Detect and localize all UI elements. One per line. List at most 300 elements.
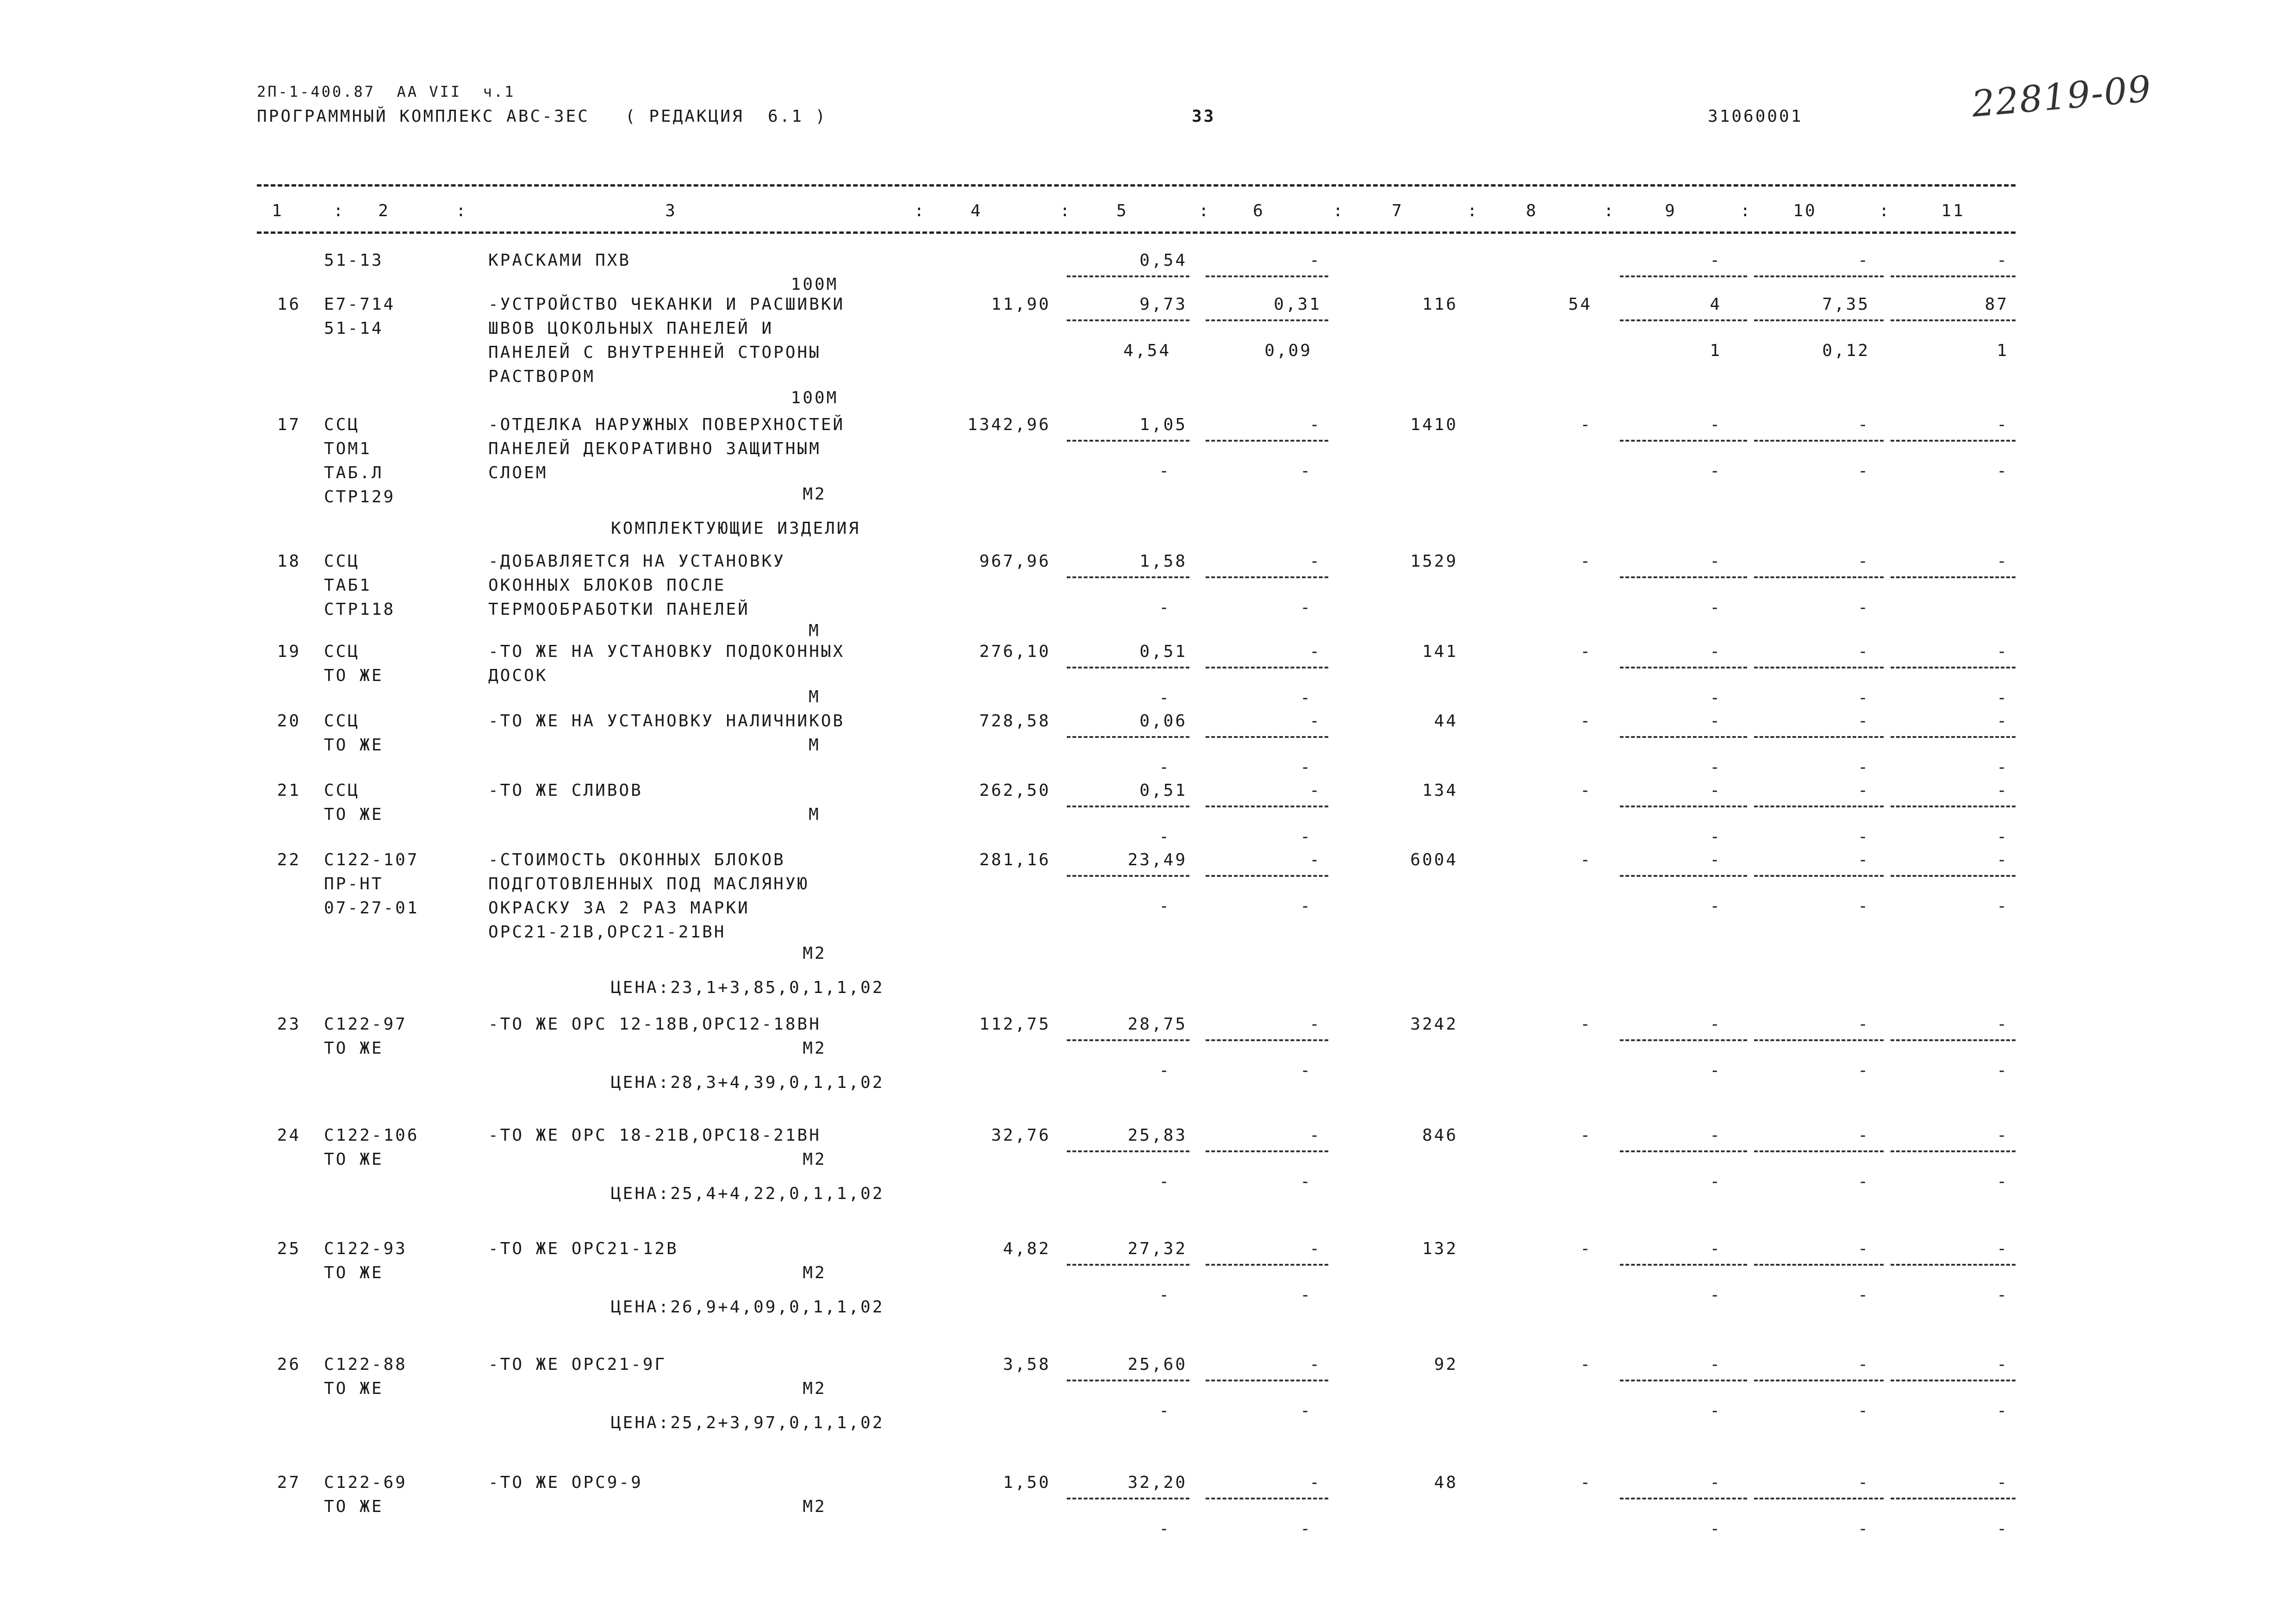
row-unit: М bbox=[809, 687, 821, 706]
row-unit: 100М bbox=[790, 388, 839, 407]
cell-col10: - bbox=[1858, 1015, 1870, 1034]
cell-col10-sub: - bbox=[1858, 598, 1870, 617]
column-number: 1 bbox=[272, 201, 284, 220]
column-separator: : bbox=[1879, 201, 1891, 220]
cell-col6: 0,31 bbox=[1274, 295, 1321, 314]
row-description: ПАНЕЛЕЙ ДЕКОРАТИВНО ЗАЩИТНЫМ bbox=[488, 439, 821, 458]
row-number: 24 bbox=[277, 1126, 301, 1145]
cell-col5: 0,54 bbox=[1139, 251, 1187, 270]
row-code: ТАБ.Л bbox=[324, 463, 384, 482]
row-unit: М bbox=[809, 736, 821, 755]
cell-col9: 4 bbox=[1710, 295, 1722, 314]
cell-col7: 1529 bbox=[1410, 552, 1458, 571]
cell-divider bbox=[1754, 875, 1884, 877]
column-number: 2 bbox=[378, 201, 390, 220]
cell-col11: - bbox=[1997, 642, 2009, 661]
cell-divider bbox=[1206, 736, 1328, 738]
cell-divider bbox=[1754, 576, 1884, 578]
cell-col5: 1,05 bbox=[1139, 415, 1187, 434]
cell-divider bbox=[1891, 1150, 2016, 1152]
row-description: -ТО ЖЕ ОРС9-9 bbox=[488, 1473, 643, 1492]
cell-col7: 44 bbox=[1434, 712, 1458, 731]
row-code: ССЦ bbox=[324, 712, 360, 731]
cell-col9-sub: - bbox=[1710, 688, 1722, 707]
cell-divider bbox=[1067, 319, 1189, 321]
cell-col5: 9,73 bbox=[1139, 295, 1187, 314]
cell-col6-sub: 0,09 bbox=[1264, 341, 1312, 360]
cell-col9: - bbox=[1710, 642, 1722, 661]
row-unit: М2 bbox=[803, 944, 827, 963]
cell-col10: - bbox=[1858, 1355, 1870, 1374]
header-top-rule bbox=[257, 184, 2016, 187]
row-code: ССЦ bbox=[324, 415, 360, 434]
cell-divider bbox=[1206, 1264, 1328, 1266]
cell-col11-sub: - bbox=[1997, 688, 2009, 707]
row-unit: М2 bbox=[803, 485, 827, 504]
cell-col10-sub: - bbox=[1858, 1519, 1870, 1538]
cell-divider bbox=[1206, 576, 1328, 578]
cell-col6: - bbox=[1309, 1473, 1321, 1492]
cell-divider bbox=[1754, 736, 1884, 738]
cell-divider bbox=[1067, 1150, 1189, 1152]
cell-col8: - bbox=[1580, 712, 1592, 731]
cell-col10-sub: - bbox=[1858, 897, 1870, 916]
cell-col10-sub: - bbox=[1858, 688, 1870, 707]
cell-col6: - bbox=[1309, 1239, 1321, 1258]
cell-col6: - bbox=[1309, 1126, 1321, 1145]
cell-col11: - bbox=[1997, 1015, 2009, 1034]
cell-col4: 281,16 bbox=[979, 850, 1051, 869]
cell-divider bbox=[1891, 576, 2016, 578]
cell-col6: - bbox=[1309, 712, 1321, 731]
cell-col4: 32,76 bbox=[991, 1126, 1051, 1145]
cell-col8: - bbox=[1580, 781, 1592, 800]
cell-col4: 1,50 bbox=[1003, 1473, 1051, 1492]
row-description: -ТО ЖЕ ОРС 12-18В,ОРС12-18ВН bbox=[488, 1015, 821, 1034]
cell-divider bbox=[1754, 1039, 1884, 1041]
cell-col7: 134 bbox=[1422, 781, 1458, 800]
row-unit: М2 bbox=[803, 1497, 827, 1516]
cell-col10: - bbox=[1858, 1473, 1870, 1492]
cell-divider bbox=[1620, 667, 1747, 668]
cell-col6: - bbox=[1309, 850, 1321, 869]
cell-col9: - bbox=[1710, 850, 1722, 869]
cell-col5-sub: - bbox=[1159, 1061, 1171, 1080]
cell-col9-sub: - bbox=[1710, 462, 1722, 481]
cell-divider bbox=[1891, 440, 2016, 442]
cell-divider bbox=[1067, 576, 1189, 578]
cell-col8: - bbox=[1580, 1239, 1592, 1258]
column-separator: : bbox=[456, 201, 468, 220]
cell-divider bbox=[1891, 667, 2016, 668]
cell-divider bbox=[1206, 1498, 1328, 1499]
cell-col6: - bbox=[1309, 552, 1321, 571]
cell-col7: 141 bbox=[1422, 642, 1458, 661]
cell-divider bbox=[1206, 1150, 1328, 1152]
cell-col5-sub: - bbox=[1159, 598, 1171, 617]
cell-col5: 25,83 bbox=[1127, 1126, 1187, 1145]
cell-divider bbox=[1891, 1264, 2016, 1266]
row-number: 16 bbox=[277, 295, 301, 314]
row-code: 51-14 bbox=[324, 319, 384, 338]
cell-col6: - bbox=[1309, 1355, 1321, 1374]
cell-col8: - bbox=[1580, 415, 1592, 434]
cell-divider bbox=[1067, 275, 1189, 277]
cell-col4: 112,75 bbox=[979, 1015, 1051, 1034]
cell-col9: - bbox=[1710, 781, 1722, 800]
cell-divider bbox=[1067, 806, 1189, 807]
cell-divider bbox=[1067, 1264, 1189, 1266]
cell-divider bbox=[1620, 275, 1747, 277]
row-description: -ТО ЖЕ НА УСТАНОВКУ ПОДОКОННЫХ bbox=[488, 642, 845, 661]
cell-divider bbox=[1891, 736, 2016, 738]
cell-divider bbox=[1620, 319, 1747, 321]
cell-col5-sub: - bbox=[1159, 827, 1171, 846]
cell-col10: - bbox=[1858, 712, 1870, 731]
column-separator: : bbox=[333, 201, 345, 220]
cell-divider bbox=[1067, 1498, 1189, 1499]
document-code: 31060001 bbox=[1708, 107, 1803, 126]
cell-divider bbox=[1754, 1150, 1884, 1152]
cell-col8: 54 bbox=[1568, 295, 1592, 314]
row-description: ОРС21-21В,ОРС21-21ВН bbox=[488, 923, 726, 942]
cell-col11-sub: - bbox=[1997, 1519, 2009, 1538]
row-number: 17 bbox=[277, 415, 301, 434]
cell-col11: - bbox=[1997, 712, 2009, 731]
row-note: ЦЕНА:28,3+4,39,0,1,1,02 bbox=[611, 1073, 884, 1092]
cell-col4: 728,58 bbox=[979, 712, 1051, 731]
program-title: ПРОГРАММНЫЙ КОМПЛЕКС АВС-3ЕС ( РЕДАКЦИЯ 6.1 ) bbox=[257, 107, 828, 126]
column-separator: : bbox=[1199, 201, 1211, 220]
cell-col8: - bbox=[1580, 1355, 1592, 1374]
cell-col11: 87 bbox=[1985, 295, 2009, 314]
cell-divider bbox=[1067, 667, 1189, 668]
cell-col7: 116 bbox=[1422, 295, 1458, 314]
cell-divider bbox=[1067, 875, 1189, 877]
cell-col10-sub: - bbox=[1858, 1172, 1870, 1191]
cell-divider bbox=[1754, 667, 1884, 668]
cell-divider bbox=[1206, 806, 1328, 807]
cell-divider bbox=[1754, 806, 1884, 807]
cell-col10: - bbox=[1858, 251, 1870, 270]
cell-col6-sub: - bbox=[1300, 758, 1312, 777]
cell-col5-sub: - bbox=[1159, 1519, 1171, 1538]
cell-col11: - bbox=[1997, 1126, 2009, 1145]
cell-col11-sub: - bbox=[1997, 462, 2009, 481]
cell-col8: - bbox=[1580, 850, 1592, 869]
cell-divider bbox=[1206, 319, 1328, 321]
cell-divider bbox=[1754, 1264, 1884, 1266]
row-code: С122-93 bbox=[324, 1239, 407, 1258]
cell-col11-sub: - bbox=[1997, 758, 2009, 777]
cell-divider bbox=[1754, 319, 1884, 321]
cell-col9: - bbox=[1710, 415, 1722, 434]
cell-divider bbox=[1620, 1380, 1747, 1381]
cell-col5: 0,06 bbox=[1139, 712, 1187, 731]
cell-col10-sub: - bbox=[1858, 827, 1870, 846]
column-number: 3 bbox=[665, 201, 677, 220]
cell-divider bbox=[1067, 1039, 1189, 1041]
cell-divider bbox=[1620, 736, 1747, 738]
column-separator: : bbox=[1604, 201, 1616, 220]
cell-divider bbox=[1206, 1039, 1328, 1041]
cell-col8: - bbox=[1580, 1473, 1592, 1492]
cell-col6-sub: - bbox=[1300, 1519, 1312, 1538]
cell-col5: 25,60 bbox=[1127, 1355, 1187, 1374]
cell-divider bbox=[1206, 440, 1328, 442]
column-separator: : bbox=[1740, 201, 1752, 220]
cell-col5: 27,32 bbox=[1127, 1239, 1187, 1258]
cell-col9-sub: 1 bbox=[1710, 341, 1722, 360]
cell-divider bbox=[1754, 1498, 1884, 1499]
row-description: ПАНЕЛЕЙ С ВНУТРЕННЕЙ СТОРОНЫ bbox=[488, 343, 821, 362]
cell-col11: - bbox=[1997, 552, 2009, 571]
cell-divider bbox=[1206, 667, 1328, 668]
header-bottom-rule bbox=[257, 231, 2016, 234]
row-number: 26 bbox=[277, 1355, 301, 1374]
cell-col9-sub: - bbox=[1710, 827, 1722, 846]
row-description: -СТОИМОСТЬ ОКОННЫХ БЛОКОВ bbox=[488, 850, 785, 869]
column-number: 5 bbox=[1116, 201, 1128, 220]
cell-col11-sub: - bbox=[1997, 1401, 2009, 1420]
doc-code: 2П-1-400.87 АА VII ч.1 bbox=[257, 83, 516, 100]
cell-col6-sub: - bbox=[1300, 598, 1312, 617]
cell-col10-sub: - bbox=[1858, 1061, 1870, 1080]
cell-col6-sub: - bbox=[1300, 1061, 1312, 1080]
cell-col11: - bbox=[1997, 415, 2009, 434]
row-code: СТР129 bbox=[324, 487, 396, 506]
row-description: -ДОБАВЛЯЕТСЯ НА УСТАНОВКУ bbox=[488, 552, 785, 571]
cell-col9-sub: - bbox=[1710, 1286, 1722, 1305]
cell-col4: 3,58 bbox=[1003, 1355, 1051, 1374]
cell-col9: - bbox=[1710, 552, 1722, 571]
cell-divider bbox=[1754, 440, 1884, 442]
cell-col5: 1,58 bbox=[1139, 552, 1187, 571]
row-code: ТО ЖЕ bbox=[324, 666, 384, 685]
cell-col10: - bbox=[1858, 850, 1870, 869]
cell-col7: 48 bbox=[1434, 1473, 1458, 1492]
row-number: 19 bbox=[277, 642, 301, 661]
cell-col9: - bbox=[1710, 1239, 1722, 1258]
cell-col11-sub: - bbox=[1997, 897, 2009, 916]
row-note: ЦЕНА:23,1+3,85,0,1,1,02 bbox=[611, 978, 884, 997]
cell-divider bbox=[1891, 875, 2016, 877]
row-description: -ОТДЕЛКА НАРУЖНЫХ ПОВЕРХНОСТЕЙ bbox=[488, 415, 845, 434]
row-description: -ТО ЖЕ ОРС 18-21В,ОРС18-21ВН bbox=[488, 1126, 821, 1145]
row-code: ССЦ bbox=[324, 642, 360, 661]
cell-col9-sub: - bbox=[1710, 1401, 1722, 1420]
cell-divider bbox=[1891, 275, 2016, 277]
row-description: КРАСКАМИ ПХВ bbox=[488, 251, 631, 270]
cell-col5-sub: - bbox=[1159, 1286, 1171, 1305]
row-unit: М2 bbox=[803, 1150, 827, 1169]
cell-col8: - bbox=[1580, 1015, 1592, 1034]
column-number: 10 bbox=[1793, 201, 1817, 220]
cell-col6: - bbox=[1309, 415, 1321, 434]
cell-divider bbox=[1891, 806, 2016, 807]
cell-col11: - bbox=[1997, 781, 2009, 800]
cell-col9-sub: - bbox=[1710, 1519, 1722, 1538]
row-code: ТАБ1 bbox=[324, 576, 372, 595]
column-number: 8 bbox=[1526, 201, 1538, 220]
row-description: ОКРАСКУ ЗА 2 РАЗ МАРКИ bbox=[488, 899, 750, 918]
row-unit: 100М bbox=[790, 275, 839, 294]
row-code: ТО ЖЕ bbox=[324, 1039, 384, 1058]
row-code: 07-27-01 bbox=[324, 899, 419, 918]
cell-divider bbox=[1891, 1380, 2016, 1381]
cell-col7: 132 bbox=[1422, 1239, 1458, 1258]
row-code: 51-13 bbox=[324, 251, 384, 270]
row-note: КОМПЛЕКТУЮЩИЕ ИЗДЕЛИЯ bbox=[611, 519, 861, 538]
cell-col9-sub: - bbox=[1710, 897, 1722, 916]
cell-col7: 846 bbox=[1422, 1126, 1458, 1145]
cell-col9-sub: - bbox=[1710, 598, 1722, 617]
row-code: ССЦ bbox=[324, 781, 360, 800]
cell-col6-sub: - bbox=[1300, 827, 1312, 846]
cell-divider bbox=[1206, 875, 1328, 877]
cell-col11-sub: - bbox=[1997, 827, 2009, 846]
cell-divider bbox=[1067, 440, 1189, 442]
cell-divider bbox=[1620, 440, 1747, 442]
row-description: ТЕРМООБРАБОТКИ ПАНЕЛЕЙ bbox=[488, 600, 750, 619]
cell-col5-sub: - bbox=[1159, 1401, 1171, 1420]
cell-col10: 7,35 bbox=[1822, 295, 1870, 314]
row-description: -ТО ЖЕ ОРС21-12В bbox=[488, 1239, 678, 1258]
row-note: ЦЕНА:25,2+3,97,0,1,1,02 bbox=[611, 1413, 884, 1432]
cell-col10-sub: - bbox=[1858, 1286, 1870, 1305]
cell-col4: 4,82 bbox=[1003, 1239, 1051, 1258]
cell-divider bbox=[1206, 275, 1328, 277]
cell-col8: - bbox=[1580, 642, 1592, 661]
cell-divider bbox=[1067, 736, 1189, 738]
cell-col10-sub: - bbox=[1858, 758, 1870, 777]
cell-col5: 28,75 bbox=[1127, 1015, 1187, 1034]
cell-col11-sub: - bbox=[1997, 1286, 2009, 1305]
cell-col11-sub: 1 bbox=[1997, 341, 2009, 360]
column-number: 7 bbox=[1392, 201, 1404, 220]
cell-col6-sub: - bbox=[1300, 1172, 1312, 1191]
cell-col8: - bbox=[1580, 552, 1592, 571]
cell-divider bbox=[1620, 1498, 1747, 1499]
cell-col5-sub: - bbox=[1159, 758, 1171, 777]
row-code: С122-97 bbox=[324, 1015, 407, 1034]
cell-col5-sub: - bbox=[1159, 462, 1171, 481]
row-description: СЛОЕМ bbox=[488, 463, 548, 482]
cell-col6-sub: - bbox=[1300, 1401, 1312, 1420]
cell-col11: - bbox=[1997, 1355, 2009, 1374]
cell-col9: - bbox=[1710, 1126, 1722, 1145]
cell-col9: - bbox=[1710, 1473, 1722, 1492]
column-number: 4 bbox=[971, 201, 983, 220]
cell-divider bbox=[1754, 1380, 1884, 1381]
cell-col11: - bbox=[1997, 251, 2009, 270]
handwritten-number: 22819-09 bbox=[1970, 68, 2153, 125]
page-number: 33 bbox=[1192, 107, 1216, 126]
row-number: 25 bbox=[277, 1239, 301, 1258]
cell-col9: - bbox=[1710, 1355, 1722, 1374]
cell-col9-sub: - bbox=[1710, 1061, 1722, 1080]
row-number: 21 bbox=[277, 781, 301, 800]
column-separator: : bbox=[1467, 201, 1479, 220]
row-description: РАСТВОРОМ bbox=[488, 367, 596, 386]
column-separator: : bbox=[914, 201, 926, 220]
cell-divider bbox=[1891, 1498, 2016, 1499]
cell-col10-sub: - bbox=[1858, 462, 1870, 481]
row-code: СТР118 bbox=[324, 600, 396, 619]
cell-divider bbox=[1067, 1380, 1189, 1381]
cell-col5-sub: - bbox=[1159, 688, 1171, 707]
row-note: ЦЕНА:26,9+4,09,0,1,1,02 bbox=[611, 1298, 884, 1317]
cell-col5-sub: - bbox=[1159, 897, 1171, 916]
cell-col5-sub: 4,54 bbox=[1123, 341, 1171, 360]
row-code: С122-88 bbox=[324, 1355, 407, 1374]
cell-col10: - bbox=[1858, 642, 1870, 661]
cell-col10: - bbox=[1858, 1126, 1870, 1145]
row-description: ПОДГОТОВЛЕННЫХ ПОД МАСЛЯНУЮ bbox=[488, 874, 809, 893]
cell-col6-sub: - bbox=[1300, 1286, 1312, 1305]
row-code: ТО ЖЕ bbox=[324, 1263, 384, 1282]
cell-col9: - bbox=[1710, 1015, 1722, 1034]
row-code: С122-106 bbox=[324, 1126, 419, 1145]
row-code: ПР-НТ bbox=[324, 874, 384, 893]
row-code: ТО ЖЕ bbox=[324, 736, 384, 755]
cell-col8: - bbox=[1580, 1126, 1592, 1145]
cell-col5: 23,49 bbox=[1127, 850, 1187, 869]
row-description: -ТО ЖЕ СЛИВОВ bbox=[488, 781, 643, 800]
row-description: -УСТРОЙСТВО ЧЕКАНКИ И РАСШИВКИ bbox=[488, 295, 845, 314]
cell-divider bbox=[1620, 1150, 1747, 1152]
cell-col4: 276,10 bbox=[979, 642, 1051, 661]
row-code: Е7-714 bbox=[324, 295, 396, 314]
cell-col7: 92 bbox=[1434, 1355, 1458, 1374]
cell-divider bbox=[1620, 1264, 1747, 1266]
row-code: ТО ЖЕ bbox=[324, 805, 384, 824]
cell-col7: 3242 bbox=[1410, 1015, 1458, 1034]
cell-col7: 1410 bbox=[1410, 415, 1458, 434]
cell-col10: - bbox=[1858, 781, 1870, 800]
row-unit: М2 bbox=[803, 1379, 827, 1398]
cell-col9-sub: - bbox=[1710, 758, 1722, 777]
cell-col9: - bbox=[1710, 251, 1722, 270]
column-separator: : bbox=[1060, 201, 1072, 220]
row-description: ШВОВ ЦОКОЛЬНЫХ ПАНЕЛЕЙ И bbox=[488, 319, 774, 338]
cell-col10-sub: - bbox=[1858, 1401, 1870, 1420]
row-description: ОКОННЫХ БЛОКОВ ПОСЛЕ bbox=[488, 576, 726, 595]
row-code: ТО ЖЕ bbox=[324, 1379, 384, 1398]
cell-divider bbox=[1620, 1039, 1747, 1041]
cell-col9: - bbox=[1710, 712, 1722, 731]
row-code: С122-69 bbox=[324, 1473, 407, 1492]
cell-col6: - bbox=[1309, 781, 1321, 800]
cell-col10: - bbox=[1858, 552, 1870, 571]
row-number: 18 bbox=[277, 552, 301, 571]
cell-col6: - bbox=[1309, 1015, 1321, 1034]
cell-col6-sub: - bbox=[1300, 688, 1312, 707]
row-unit: М bbox=[809, 621, 821, 640]
column-separator: : bbox=[1333, 201, 1345, 220]
row-number: 20 bbox=[277, 712, 301, 731]
cell-col5: 0,51 bbox=[1139, 642, 1187, 661]
row-note: ЦЕНА:25,4+4,22,0,1,1,02 bbox=[611, 1184, 884, 1203]
cell-col6-sub: - bbox=[1300, 462, 1312, 481]
cell-col11: - bbox=[1997, 850, 2009, 869]
cell-divider bbox=[1620, 576, 1747, 578]
cell-col10: - bbox=[1858, 415, 1870, 434]
cell-col6-sub: - bbox=[1300, 897, 1312, 916]
cell-divider bbox=[1891, 1039, 2016, 1041]
cell-col11-sub: - bbox=[1997, 1061, 2009, 1080]
cell-divider bbox=[1206, 1380, 1328, 1381]
